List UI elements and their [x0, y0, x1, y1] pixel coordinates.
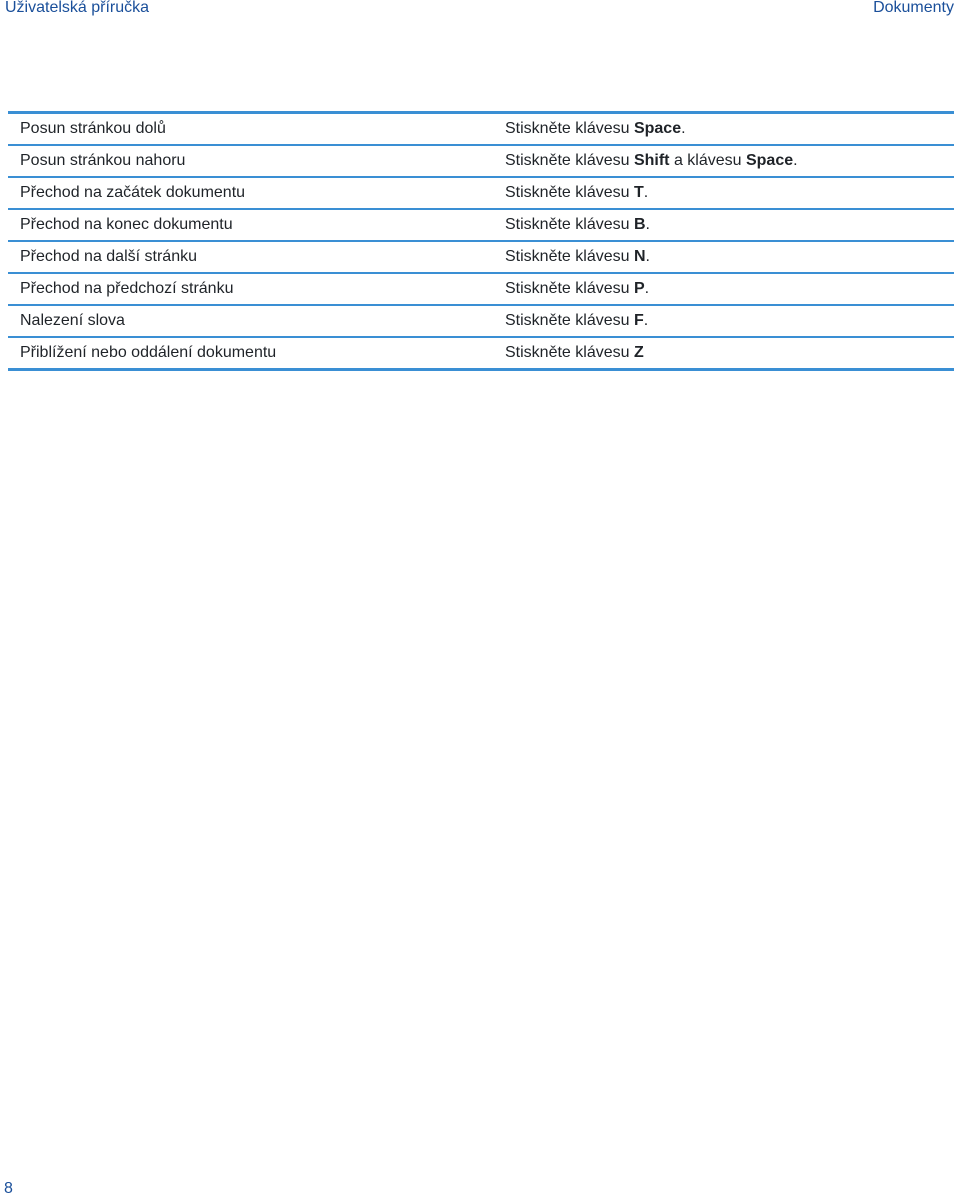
- table-row: [8, 145, 954, 177]
- key-cell: [493, 337, 954, 370]
- action-cell: Nalezení slova: [20, 312, 125, 329]
- key-prefix: Stiskněte klávesu: [505, 216, 634, 233]
- key-prefix: Stiskněte klávesu: [505, 152, 634, 169]
- action-cell: Posun stránkou dolů: [20, 120, 166, 137]
- key-cell: [493, 305, 954, 337]
- key-cell: [493, 145, 954, 177]
- section-title: Dokumenty: [873, 0, 954, 16]
- action-cell: Posun stránkou nahoru: [20, 152, 186, 169]
- action-cell: Přechod na začátek dokumentu: [20, 184, 246, 201]
- key-name: N: [633, 248, 646, 265]
- key-suffix: .: [643, 184, 649, 201]
- key-suffix: .: [793, 152, 798, 169]
- key-prefix: Stiskněte klávesu: [505, 280, 634, 297]
- key-suffix: .: [681, 120, 686, 137]
- key-prefix: Stiskněte klávesu: [505, 344, 634, 361]
- table-row: [8, 113, 954, 146]
- table-row: [8, 273, 954, 305]
- key-prefix: Stiskněte klávesu: [505, 120, 634, 137]
- table-row: [8, 241, 954, 273]
- key-prefix: Stiskněte klávesu: [505, 184, 634, 201]
- table-row: [8, 177, 954, 209]
- action-cell: Přiblížení nebo oddálení dokumentu: [20, 344, 277, 361]
- key-name: Z: [633, 344, 644, 361]
- action-cell: Přechod na konec dokumentu: [20, 216, 233, 233]
- table-row: [8, 209, 954, 241]
- key-connector: a klávesu: [669, 152, 746, 169]
- key-prefix: Stiskněte klávesu: [505, 312, 634, 329]
- key-prefix: Stiskněte klávesu: [505, 248, 634, 265]
- key-suffix: .: [645, 216, 650, 233]
- key-name: T: [633, 184, 644, 201]
- key-suffix: .: [643, 312, 649, 329]
- key-name-secondary: Space: [745, 152, 794, 169]
- key-cell: [493, 113, 954, 146]
- shortcut-table: [8, 111, 954, 371]
- key-name: B: [633, 216, 646, 233]
- key-cell: [493, 241, 954, 273]
- key-suffix: .: [645, 248, 650, 265]
- key-suffix: .: [644, 280, 650, 297]
- key-cell: [493, 177, 954, 209]
- manual-title: Uživatelská příručka: [5, 0, 150, 16]
- key-name: Space: [633, 120, 682, 137]
- action-cell: Přechod na předchozí stránku: [20, 280, 234, 297]
- table-row: [8, 305, 954, 337]
- key-cell: [493, 209, 954, 241]
- key-cell: [493, 273, 954, 305]
- key-name: P: [633, 280, 645, 297]
- table-row: [8, 337, 954, 370]
- page-number: 8: [4, 1180, 13, 1197]
- action-cell: Přechod na další stránku: [20, 248, 197, 265]
- key-name: F: [633, 312, 644, 329]
- key-name: Shift: [633, 152, 670, 169]
